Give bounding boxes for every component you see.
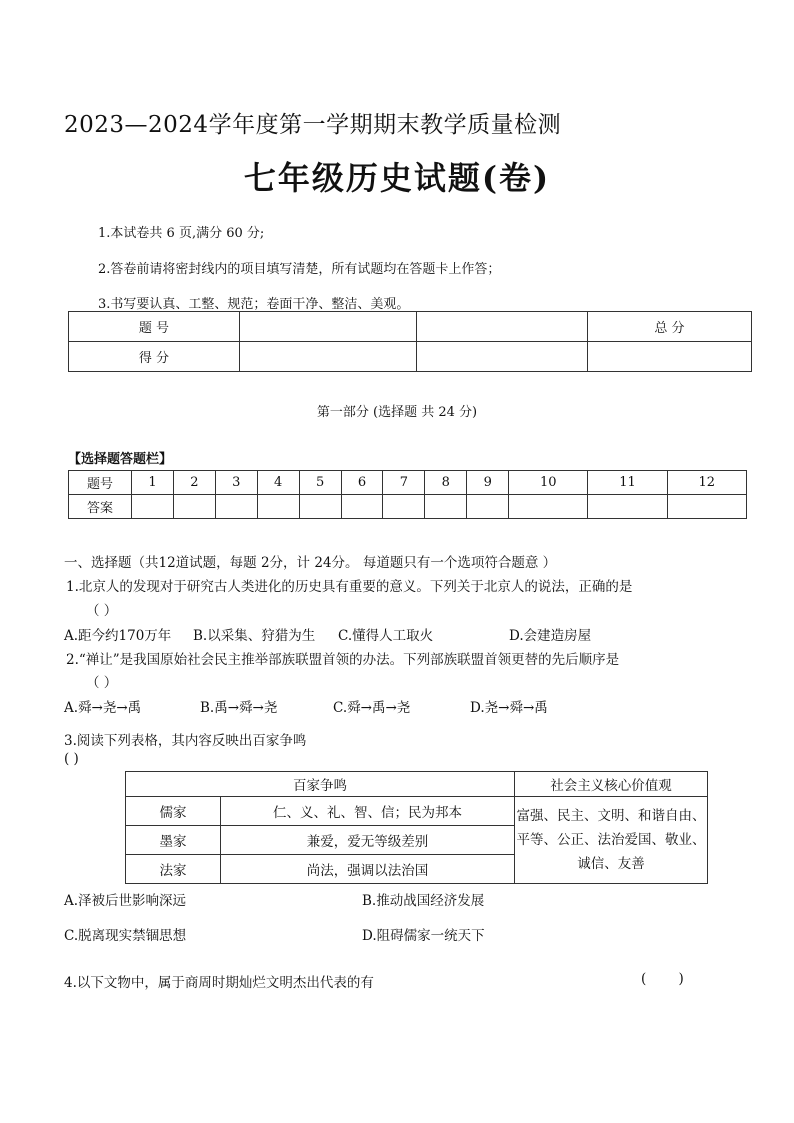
q3-stem: 3.阅读下列表格，其内容反映出百家争鸣: [64, 733, 307, 749]
q1-paren: （ ）: [86, 603, 118, 619]
score-cell: [240, 342, 417, 372]
answer-blank-cell: [467, 495, 509, 519]
score-cell: [588, 342, 752, 372]
score-cell: [417, 312, 588, 342]
exam-header: 2023—2024学年度第一学期期末教学质量检测: [64, 112, 562, 138]
answer-num-label: 题号: [69, 471, 132, 495]
q3-option-a: A.泽被后世影响深远: [64, 893, 187, 909]
score-row1-label: 题 号: [69, 312, 240, 342]
answer-number-cell: 2: [173, 471, 215, 495]
answer-blank-cell: [341, 495, 383, 519]
answer-blank-cell: [509, 495, 588, 519]
school-idea: 尚法，强调以法治国: [221, 855, 515, 884]
answer-number-cell: 5: [299, 471, 341, 495]
instruction-2: 2.答卷前请将密封线内的项目填写清楚，所有试题均在答题卡上作答；: [98, 262, 501, 277]
table-head-schools: 百家争鸣: [126, 772, 515, 797]
answer-blank-cell: [215, 495, 257, 519]
answer-number-cell: 9: [467, 471, 509, 495]
section-heading: 一、选择题（共12道试题，每题 2分，计 24分。 每道题只有一个选项符合题意 ）: [64, 555, 557, 571]
exam-title: 七年级历史试题(卷): [243, 159, 551, 197]
q1-option-b: B.以采集、狩猎为生: [193, 628, 316, 644]
q2-option-a: A.舜→尧→禹: [64, 700, 142, 716]
instruction-3: 3.书写要认真、工整、规范；卷面干净、整洁、美观。: [98, 297, 410, 312]
part-title: 第一部分 (选择题 共 24 分): [316, 405, 478, 420]
hundred-schools-table: [125, 771, 708, 884]
q2-paren: （ ）: [86, 675, 118, 691]
score-row2-label: 得 分: [69, 342, 240, 372]
q3-paren: ( ): [64, 751, 79, 767]
q2-option-d: D.尧→舜→禹: [470, 700, 548, 716]
score-cell: [417, 342, 588, 372]
answer-table: [68, 470, 747, 519]
school-name: 儒家: [126, 797, 221, 826]
table-head-values: 社会主义核心价值观: [515, 772, 708, 797]
answer-number-cell: 8: [425, 471, 467, 495]
answer-number-cell: 7: [383, 471, 425, 495]
answer-blank-cell: [299, 495, 341, 519]
answer-number-cell: 12: [667, 471, 746, 495]
q1-option-a: A.距今约170万年: [64, 628, 172, 644]
q3-option-d: D.阻碍儒家一统天下: [362, 928, 485, 944]
core-values-line: 平等、公正、法治爱国、敬业、: [516, 832, 706, 848]
score-cell: [240, 312, 417, 342]
q2-stem: 2.“禅让”是我国原始社会民主推举部族联盟首领的办法。下列部族联盟首领更替的先后顺序是: [66, 652, 620, 668]
school-idea: 兼爱，爱无等级差别: [221, 826, 515, 855]
answer-blank-cell: [667, 495, 746, 519]
q3-option-b: B.推动战国经济发展: [362, 893, 485, 909]
school-name: 墨家: [126, 826, 221, 855]
answer-number-cell: 4: [257, 471, 299, 495]
q1-stem: 1.北京人的发现对于研究古人类进化的历史具有重要的意义。下列关于北京人的说法，正确的是: [66, 579, 633, 595]
core-values-line: 诚信、友善: [577, 856, 645, 872]
answer-number-cell: 11: [588, 471, 667, 495]
answer-blank-cell: [173, 495, 215, 519]
answer-blank-cell: [132, 495, 174, 519]
q2-option-c: C.舜→禹→尧: [333, 700, 411, 716]
q4-stem: 4.以下文物中，属于商周时期灿烂文明杰出代表的有: [64, 975, 374, 991]
instruction-1: 1.本试卷共 6 页,满分 60 分;: [98, 226, 265, 241]
school-idea: 仁、义、礼、智、信；民为邦本: [221, 797, 515, 826]
q3-option-c: C.脱离现实禁锢思想: [64, 928, 187, 944]
school-name: 法家: [126, 855, 221, 884]
core-values-cell: [515, 797, 708, 884]
answer-number-cell: 6: [341, 471, 383, 495]
q1-option-d: D.会建造房屋: [509, 628, 592, 644]
answer-blank-cell: [257, 495, 299, 519]
q4-paren: ( ): [641, 971, 684, 987]
score-total-label: 总 分: [588, 312, 752, 342]
q1-option-c: C.懂得人工取火: [338, 628, 434, 644]
answer-blank-cell: [588, 495, 667, 519]
answer-blank-cell: [425, 495, 467, 519]
answer-ans-label: 答案: [69, 495, 132, 519]
answer-blank-cell: [383, 495, 425, 519]
answer-number-cell: 10: [509, 471, 588, 495]
score-table: [68, 311, 752, 372]
core-values-line: 富强、民主、文明、和谐自由、: [516, 808, 706, 824]
answer-number-cell: 1: [132, 471, 174, 495]
answer-bar-label: 【选择题答题栏】: [68, 452, 173, 467]
q2-option-b: B.禹→舜→尧: [200, 700, 278, 716]
answer-number-cell: 3: [215, 471, 257, 495]
